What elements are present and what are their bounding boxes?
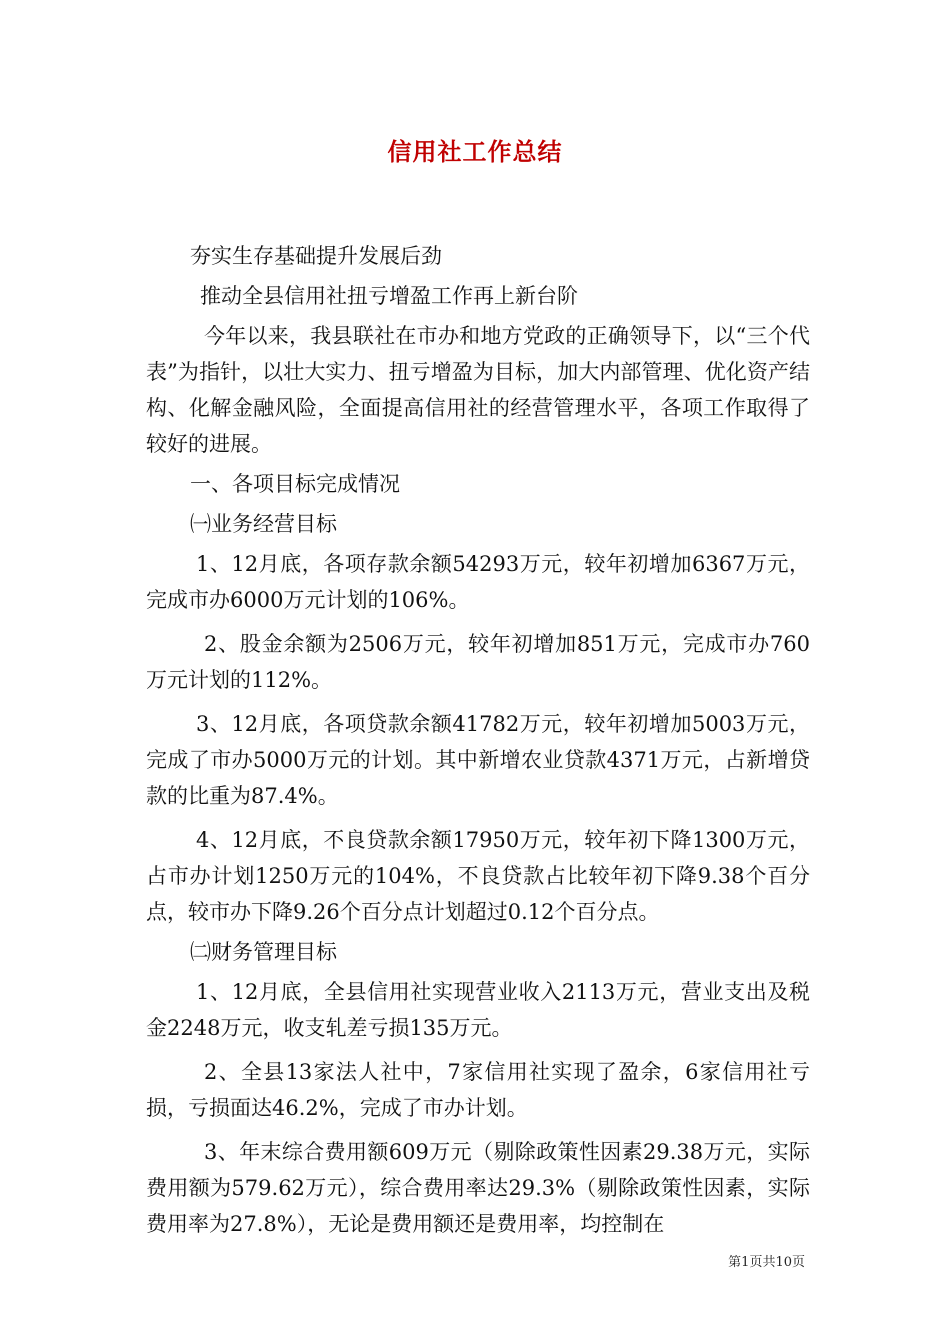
document-body [146, 238, 810, 1242]
paragraph-item-1: 1、12月底，各项存款余额54293万元，较年初增加6367万元，完成市办6000万元计划的106%。 [146, 552, 811, 612]
paragraph-item-6: 2、全县13家法人社中，7家信用社实现了盈余，6家信用社亏损，亏损面达46.2%，完成了市办计划。 [146, 1060, 810, 1120]
paragraph-item-2: 2、股金余额为2506万元，较年初增加851万元，完成市办760万元计划的112%。 [146, 632, 810, 692]
paragraph-item-7: 3、年末综合费用额609万元（剔除政策性因素29.38万元，实际费用额为579.62万元），综合费用率达29.3%（剔除政策性因素，实际费用率为27.8%），无论是费用额还是费用率，均控制在 [146, 1140, 810, 1236]
subtitle-line-1: 夯实生存基础提升发展后劲 [190, 244, 442, 268]
intro-paragraph: 今年以来，我县联社在市办和地方党政的正确领导下，以“三个代表”为指针，以壮大实力、扭亏增盈为目标，加大内部管理、优化资产结构、化解金融风险，全面提高信用社的经营管理水平，各项工作取得了较好的进展。 [146, 324, 810, 456]
subtitle-line-2: 推动全县信用社扭亏增盈工作再上新台阶 [200, 284, 578, 308]
section-heading-1: 一、各项目标完成情况 [190, 472, 400, 496]
paragraph-item-4: 4、12月底，不良贷款余额17950万元，较年初下降1300万元，占市办计划1250万元的104%，不良贷款占比较年初下降9.38个百分点，较市办下降9.26个百分点计划超过0.12个百分点。 [146, 828, 811, 924]
subsection-heading-2: ㈡财务管理目标 [190, 940, 337, 964]
page-number: 第1页共10页 [728, 1255, 805, 1270]
paragraph-item-3: 3、12月底，各项贷款余额41782万元，较年初增加5003万元，完成了市办5000万元的计划。其中新增农业贷款4371万元，占新增贷款的比重为87.4%。 [146, 712, 811, 808]
paragraph-item-5: 1、12月底，全县信用社实现营业收入2113万元，营业支出及税金2248万元，收支轧差亏损135万元。 [146, 980, 810, 1040]
document-title: 信用社工作总结 [387, 138, 563, 166]
subsection-heading-1: ㈠业务经营目标 [190, 512, 337, 536]
